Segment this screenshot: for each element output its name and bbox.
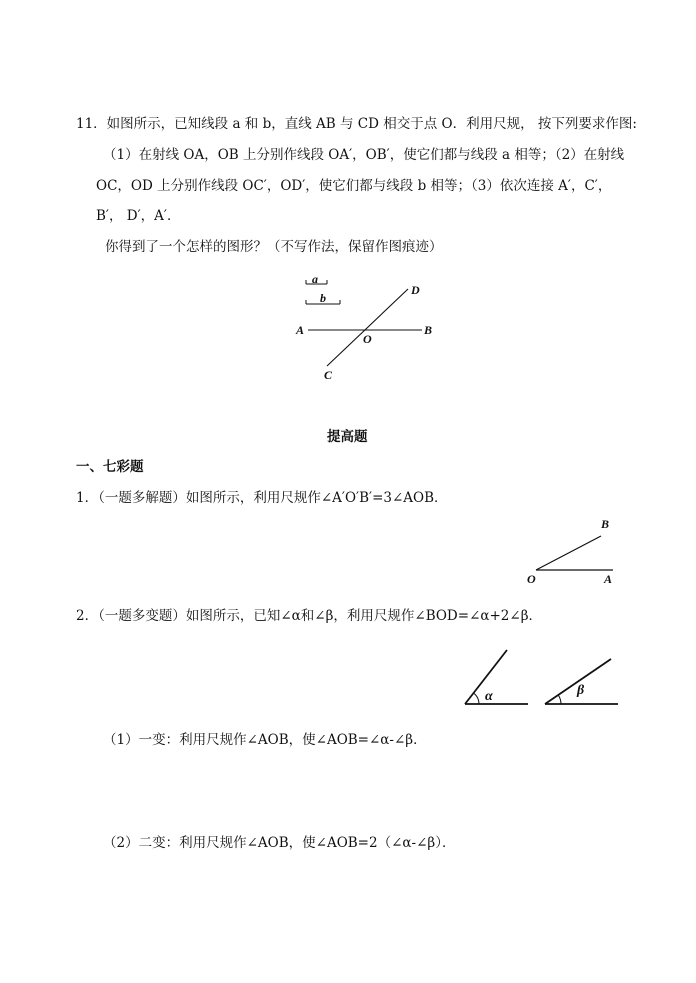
q2-sub1: （1）一变：利用尺规作∠AOB，使∠AOB=∠α-∠β． bbox=[103, 732, 427, 748]
label-b: b bbox=[320, 291, 326, 305]
line-cd bbox=[327, 289, 408, 366]
q11-line3: OC，OD 上分别作线段 OC′，OD′，使它们都与线段 b 相等；（3）依次连接 A′，C′， bbox=[96, 178, 612, 194]
label-B: B bbox=[601, 517, 610, 531]
q2-figure bbox=[455, 640, 625, 715]
section-title: 提高题 bbox=[327, 429, 368, 445]
label-O: O bbox=[363, 332, 372, 346]
q11-figure bbox=[290, 270, 450, 385]
label-C: C bbox=[324, 368, 333, 382]
q2-text: 2．（一题多变题）如图所示，已知∠α和∠β，利用尺规作∠BOD=∠α+2∠β． bbox=[76, 608, 543, 624]
q2-sub2: （2）二变：利用尺规作∠AOB，使∠AOB=2（∠α-∠β）． bbox=[103, 835, 456, 851]
label-beta: β bbox=[577, 683, 585, 698]
label-D: D bbox=[411, 283, 420, 297]
q11-line1: 11．如图所示，已知线段 a 和 b，直线 AB 与 CD 相交于点 O．利用尺规， 按下列要求作图: bbox=[76, 116, 637, 132]
label-O: O bbox=[527, 572, 536, 586]
alpha-arc bbox=[474, 693, 479, 704]
label-a: a bbox=[312, 272, 318, 286]
q11-line4: B′， D′，A′． bbox=[96, 208, 181, 224]
q11-line2: （1）在射线 OA，OB 上分别作线段 OA′，OB′，使它们都与线段 a 相等；（2）在射线 bbox=[103, 147, 625, 163]
q11-line5: 你得到了一个怎样的图形？（不写作法，保留作图痕迹） bbox=[105, 239, 443, 255]
part-title: 一、七彩题 bbox=[76, 459, 144, 475]
label-B: B bbox=[424, 323, 433, 337]
label-alpha: α bbox=[485, 689, 493, 704]
q1-figure bbox=[520, 510, 620, 588]
q1-text: 1．（一题多解题）如图所示，利用尺规作∠A′O′B′=3∠AOB． bbox=[76, 490, 448, 506]
label-A: A bbox=[296, 323, 305, 337]
ray-ob bbox=[536, 536, 601, 570]
beta-arc bbox=[558, 695, 561, 704]
label-A: A bbox=[604, 572, 613, 586]
